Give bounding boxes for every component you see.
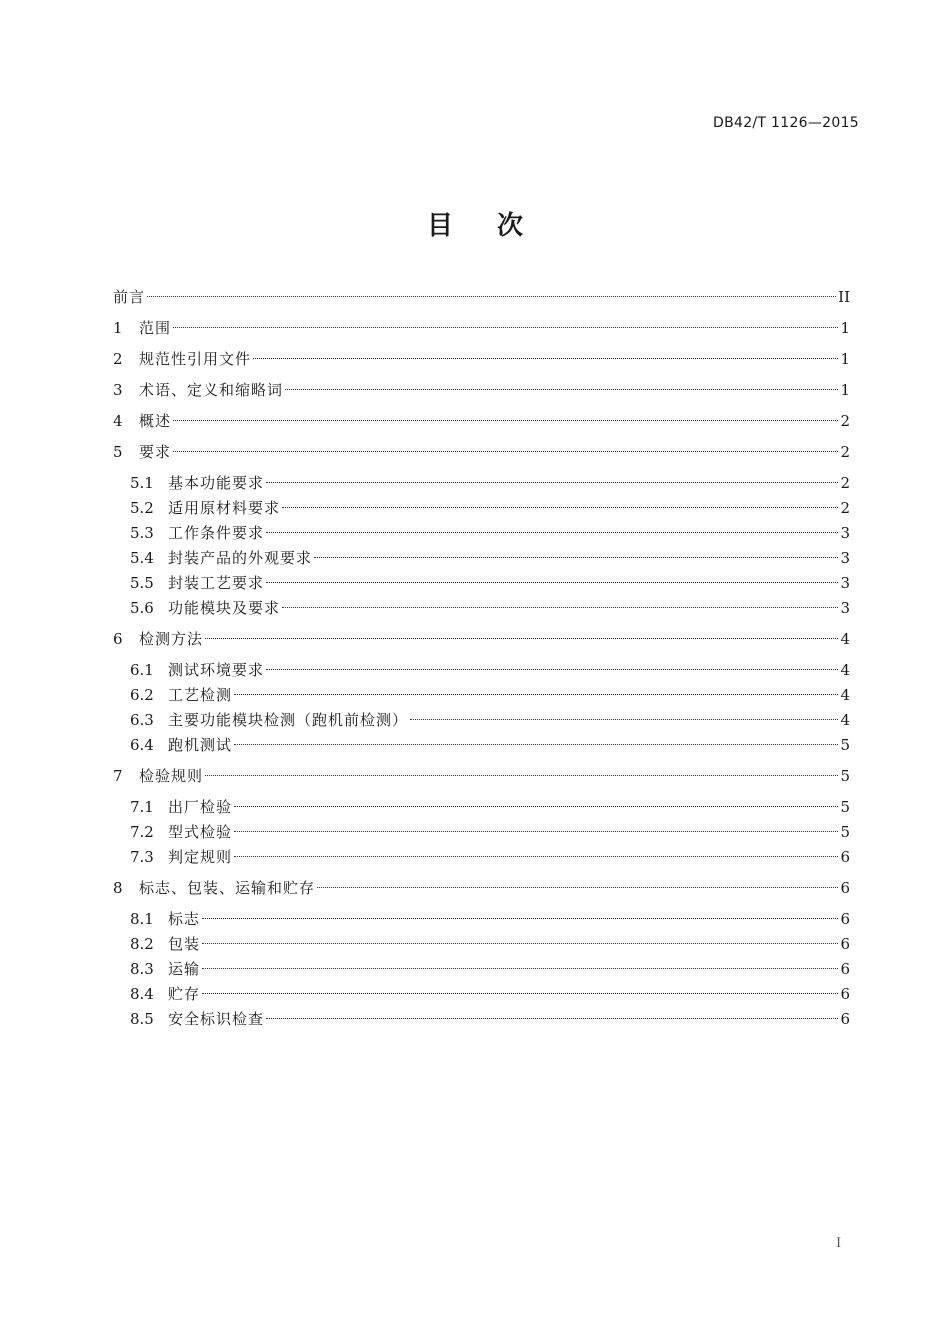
dot-leader	[266, 1018, 838, 1019]
toc-entry-number: 5.1	[130, 474, 154, 492]
toc-entry-label: 主要功能模块检测（跑机前检测）	[168, 711, 409, 729]
dot-leader	[147, 296, 836, 297]
toc-entry-page: 1	[840, 319, 850, 337]
title-char-2: 次	[497, 211, 524, 241]
dot-leader	[202, 943, 838, 944]
toc-entry-page: 6	[840, 960, 850, 978]
toc-entry-page: 2	[840, 443, 850, 461]
toc-entry-number: 6.1	[130, 661, 154, 679]
toc-entry-number: 7.2	[130, 823, 154, 841]
dot-leader	[266, 669, 838, 670]
toc-entry-label: 判定规则	[168, 848, 233, 866]
toc-entry[interactable]	[113, 876, 850, 900]
toc-entry-label: 标志、包装、运输和贮存	[139, 879, 316, 897]
toc-entry-label: 封装产品的外观要求	[168, 549, 313, 567]
dot-leader	[234, 694, 838, 695]
toc-entry-page: 3	[840, 524, 850, 542]
toc-entry[interactable]	[130, 907, 850, 931]
toc-entry-page: 6	[840, 1010, 850, 1028]
toc-entry[interactable]	[113, 285, 850, 309]
toc-entry[interactable]	[130, 683, 850, 707]
toc-entry-number: 8	[113, 879, 123, 897]
dot-leader	[266, 582, 838, 583]
toc-entry-number: 5	[113, 443, 123, 461]
toc-entry-label: 检验规则	[139, 767, 204, 785]
dot-leader	[410, 719, 838, 720]
toc-entry-page: 4	[840, 711, 850, 729]
toc-entry-page: 6	[840, 985, 850, 1003]
toc-entry-number: 7.1	[130, 798, 154, 816]
toc-entry-page: 2	[840, 474, 850, 492]
toc-entry-number: 3	[113, 381, 123, 399]
title-char-1: 目	[426, 211, 453, 241]
toc-entry-page: 2	[840, 412, 850, 430]
toc-entry-label: 适用原材料要求	[168, 499, 281, 517]
toc-entry[interactable]	[130, 658, 850, 682]
toc-entry-page: 6	[840, 935, 850, 953]
dot-leader	[173, 420, 838, 421]
toc-entry-page: 5	[840, 798, 850, 816]
dot-leader	[205, 638, 838, 639]
toc-entry-label: 规范性引用文件	[139, 350, 252, 368]
toc-entry-number: 7.3	[130, 848, 154, 866]
toc-entry-page: 2	[840, 499, 850, 517]
dot-leader	[234, 744, 838, 745]
dot-leader	[285, 389, 838, 390]
toc-entry-label: 型式检验	[168, 823, 233, 841]
toc-entry-page: 5	[840, 823, 850, 841]
toc-entry-number: 8.5	[130, 1010, 154, 1028]
dot-leader	[205, 775, 838, 776]
toc-entry-page: II	[838, 288, 850, 306]
toc-entry-label: 检测方法	[139, 630, 204, 648]
toc-entry-label: 要求	[139, 443, 172, 461]
toc-entry-number: 6.3	[130, 711, 154, 729]
toc-entry-number: 5.6	[130, 599, 154, 617]
toc-entry-number: 2	[113, 350, 123, 368]
toc-entry[interactable]	[130, 1007, 850, 1031]
dot-leader	[234, 806, 838, 807]
toc-entry[interactable]	[113, 316, 850, 340]
toc-entry-label: 工艺检测	[168, 686, 233, 704]
toc-entry-label: 前言	[113, 288, 146, 306]
dot-leader	[234, 856, 838, 857]
toc-entry-label: 工作条件要求	[168, 524, 265, 542]
toc-entry[interactable]	[130, 496, 850, 520]
toc-entry-label: 范围	[139, 319, 172, 337]
dot-leader	[317, 887, 838, 888]
dot-leader	[202, 968, 838, 969]
dot-leader	[202, 993, 838, 994]
dot-leader	[173, 327, 838, 328]
toc-entry[interactable]	[113, 378, 850, 402]
toc-entry-label: 贮存	[168, 985, 201, 1003]
toc-entry-page: 5	[840, 736, 850, 754]
toc-entry-page: 6	[840, 910, 850, 928]
dot-leader	[234, 831, 838, 832]
toc-entry-page: 6	[840, 879, 850, 897]
toc-entry[interactable]	[113, 764, 850, 788]
page-folio: I	[836, 1236, 842, 1251]
toc-entry-label: 封装工艺要求	[168, 574, 265, 592]
toc-entry-number: 5.2	[130, 499, 154, 517]
toc-entry-label: 包装	[168, 935, 201, 953]
toc-entry[interactable]	[130, 733, 850, 757]
dot-leader	[282, 507, 838, 508]
dot-leader	[282, 607, 838, 608]
toc-entry-number: 8.3	[130, 960, 154, 978]
page-title	[0, 205, 950, 242]
toc-entry-label: 基本功能要求	[168, 474, 265, 492]
dot-leader	[266, 482, 838, 483]
toc-entry-number: 5.4	[130, 549, 154, 567]
toc-entry-number: 6.4	[130, 736, 154, 754]
dot-leader	[253, 358, 838, 359]
toc-entry[interactable]	[130, 845, 850, 869]
toc-entry[interactable]	[130, 596, 850, 620]
toc-entry-page: 5	[840, 767, 850, 785]
toc-entry[interactable]	[130, 820, 850, 844]
toc-entry-number: 8.2	[130, 935, 154, 953]
toc-entry[interactable]	[130, 546, 850, 570]
toc-entry[interactable]	[113, 347, 850, 371]
toc-entry-label: 概述	[139, 412, 172, 430]
toc-entry-number: 1	[113, 319, 123, 337]
toc-entry[interactable]	[130, 795, 850, 819]
toc-entry-page: 6	[840, 848, 850, 866]
toc-entry-page: 3	[840, 549, 850, 567]
toc-entry-page: 4	[840, 661, 850, 679]
toc-entry-label: 功能模块及要求	[168, 599, 281, 617]
toc-entry-number: 5.3	[130, 524, 154, 542]
toc-entry-page: 4	[840, 630, 850, 648]
toc-entry-label: 测试环境要求	[168, 661, 265, 679]
toc-entry[interactable]	[130, 708, 850, 732]
toc-entry-number: 8.4	[130, 985, 154, 1003]
toc-entry-number: 6	[113, 630, 123, 648]
dot-leader	[314, 557, 838, 558]
toc-entry-page: 3	[840, 599, 850, 617]
dot-leader	[266, 532, 838, 533]
toc-entry-page: 1	[840, 350, 850, 368]
toc-entry[interactable]	[113, 627, 850, 651]
toc-entry[interactable]	[130, 571, 850, 595]
toc-entry[interactable]	[113, 409, 850, 433]
toc-entry[interactable]	[130, 521, 850, 545]
document-code: DB42/T 1126—2015	[713, 115, 859, 131]
toc-entry[interactable]	[130, 471, 850, 495]
toc-entry[interactable]	[130, 932, 850, 956]
toc-entry-number: 4	[113, 412, 123, 430]
toc-entry-number: 6.2	[130, 686, 154, 704]
toc-entry[interactable]	[130, 982, 850, 1006]
toc-entry-label: 术语、定义和缩略词	[139, 381, 284, 399]
toc-entry-number: 5.5	[130, 574, 154, 592]
toc-entry-label: 运输	[168, 960, 201, 978]
toc-entry[interactable]	[130, 957, 850, 981]
toc-entry-label: 跑机测试	[168, 736, 233, 754]
toc-entry-number: 8.1	[130, 910, 154, 928]
dot-leader	[202, 918, 838, 919]
toc-entry-page: 4	[840, 686, 850, 704]
toc-entry[interactable]	[113, 440, 850, 464]
toc-entry-label: 出厂检验	[168, 798, 233, 816]
toc-entry-label: 安全标识检查	[168, 1010, 265, 1028]
toc-entry-number: 7	[113, 767, 123, 785]
toc-entry-page: 3	[840, 574, 850, 592]
toc-entry-page: 1	[840, 381, 850, 399]
dot-leader	[173, 451, 838, 452]
toc-entry-label: 标志	[168, 910, 201, 928]
